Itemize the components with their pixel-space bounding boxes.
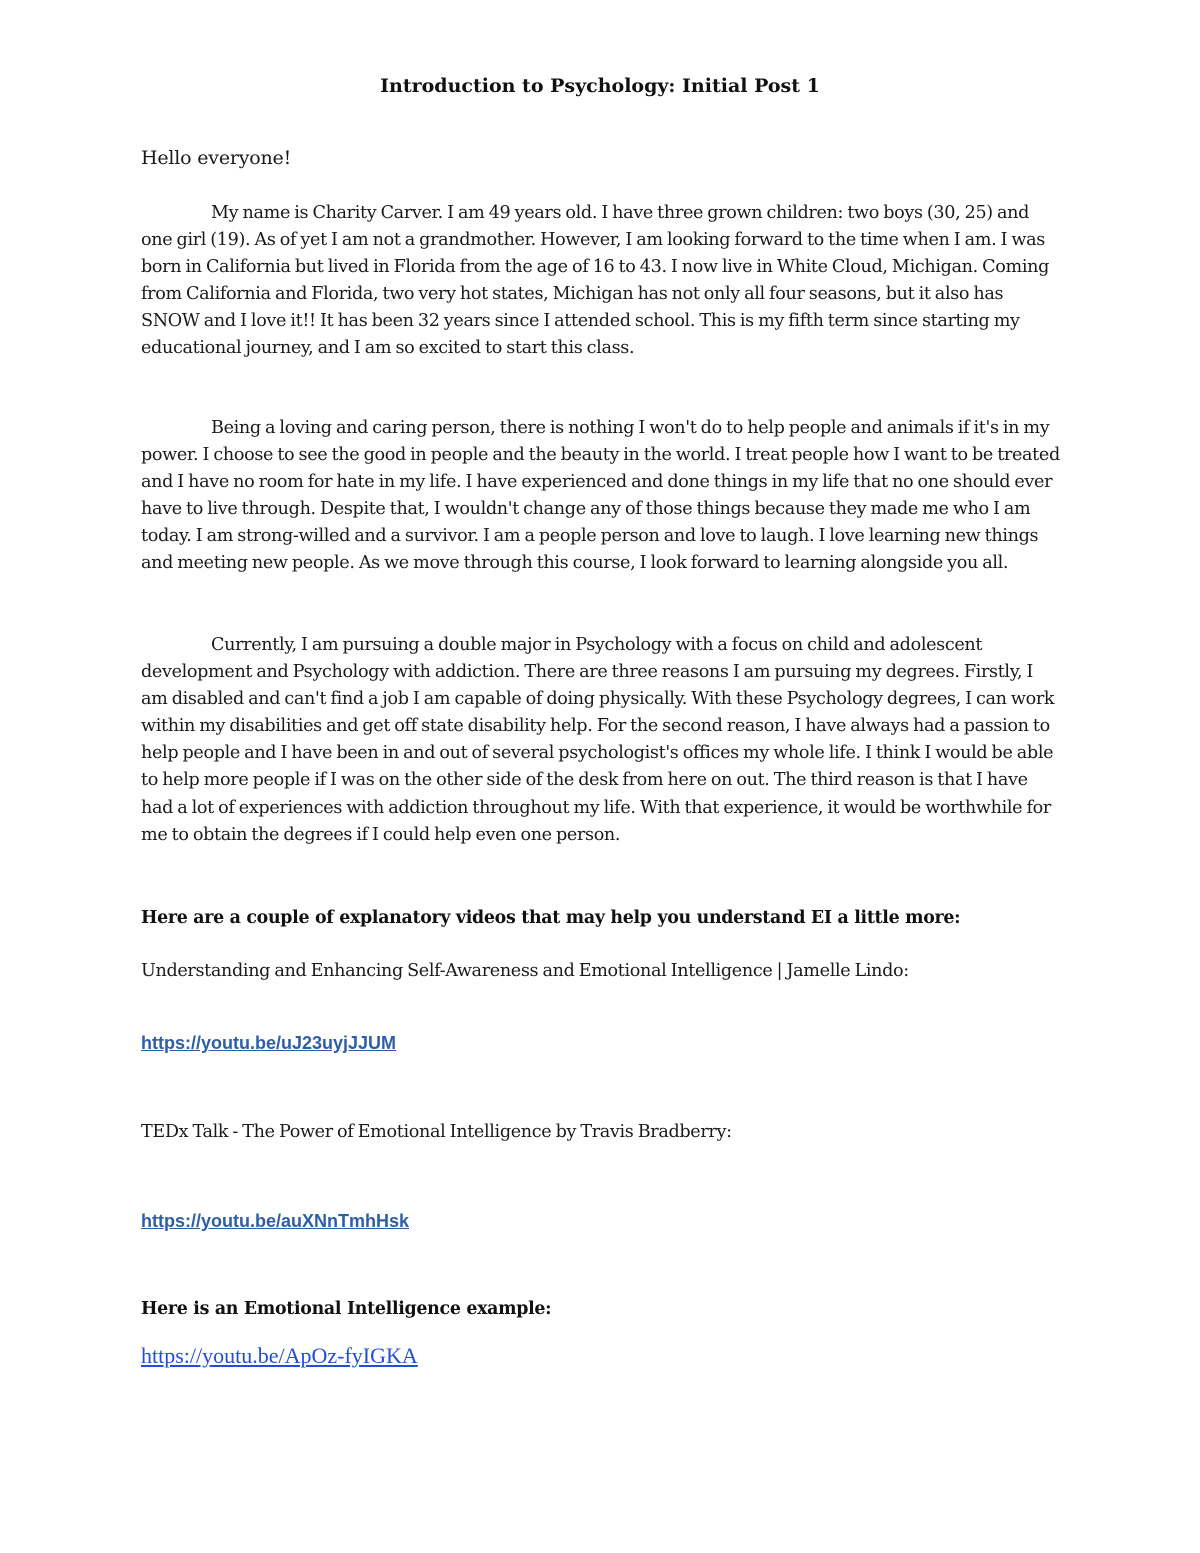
paragraph-introduction: My name is Charity Carver. I am 49 years old. I have three grown children: two boys (30, 25) and one girl (19). As of yet I am not a grandmother. However, I am looking forward to the time when I am. I was born in California but lived in Florida from the age of 16 to 43. I now live in White Cloud, Michigan. Coming from California and Florida, two very hot states, Michigan has not only all four seasons, but it also has SNOW and I love it!! It has been 32 years since I attended school. This is my fifth term since starting my educational journey, and I am so excited to start this class. — [141, 203, 1050, 359]
video-link-2[interactable]: https://youtu.be/auXNnTmhHsk — [141, 1211, 410, 1231]
example-heading: Here is an Emotional Intelligence example: — [141, 1299, 552, 1319]
video-link-1[interactable]: https://youtu.be/uJ23uyjJJUM — [141, 1033, 397, 1053]
video-title-1: Understanding and Enhancing Self-Awareness and Emotional Intelligence | Jamelle Lindo: — [141, 961, 909, 981]
videos-heading: Here are a couple of explanatory videos that may help you understand EI a little more: — [141, 908, 961, 928]
document-title: Introduction to Psychology: Initial Post 1 — [380, 75, 820, 97]
example-video-link[interactable]: https://youtu.be/ApOz-fyIGKA — [141, 1343, 418, 1368]
video-title-2: TEDx Talk - The Power of Emotional Intelligence by Travis Bradberry: — [141, 1122, 732, 1142]
greeting-text: Hello everyone! — [141, 147, 292, 169]
paragraph-personality: Being a loving and caring person, there is nothing I won't do to help people and animals if it's in my power. I choose to see the good in people and the beauty in the world. I treat people how I want to be treated and I have no room for hate in my life. I have experienced and done things in my life that no one should ever have to live through. Despite that, I wouldn't change any of those things because they made me who I am today. I am strong-willed and a survivor. I am a people person and love to laugh. I love learning new things and meeting new people. As we move through this course, I look forward to learning alongside you all. — [141, 418, 1060, 574]
paragraph-degree-reasons: Currently, I am pursuing a double major in Psychology with a focus on child and adolescent development and Psychology with addiction. There are three reasons I am pursuing my degrees. Firstly, I am disabled and can't find a job I am capable of doing physically. With these Psychology degrees, I can work within my disabilities and get off state disability help. For the second reason, I have always had a passion to help people and I have been in and out of several psychologist's offices my whole life. I think I would be able to help more people if I was on the other side of the desk from here on out. The third reason is that I have had a lot of experiences with addiction throughout my life. With that experience, it would be worthwhile for me to obtain the degrees if I could help even one person. — [141, 635, 1055, 845]
